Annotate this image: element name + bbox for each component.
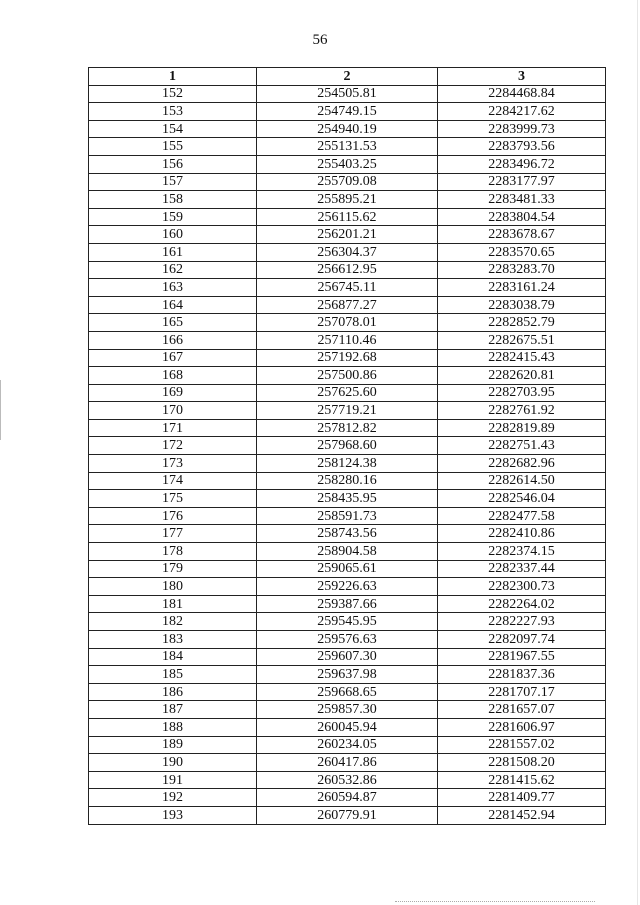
table-row: [89, 402, 606, 420]
y-coordinate-cell: 2283283.70: [438, 261, 606, 279]
table-row: [89, 718, 606, 736]
y-coordinate-cell: 2282761.92: [438, 402, 606, 420]
x-coordinate-cell: 260417.86: [257, 754, 438, 772]
table-row: [89, 490, 606, 508]
point-number-cell: 165: [89, 314, 257, 332]
point-number-cell: 180: [89, 578, 257, 596]
table-body: [89, 85, 606, 824]
point-number-cell: 164: [89, 296, 257, 314]
point-number-cell: 168: [89, 367, 257, 385]
table-row: [89, 455, 606, 473]
table-row: [89, 120, 606, 138]
column-header-2: 2: [257, 68, 438, 86]
x-coordinate-cell: 259226.63: [257, 578, 438, 596]
table-row: [89, 419, 606, 437]
table-row: [89, 138, 606, 156]
y-coordinate-cell: 2283999.73: [438, 120, 606, 138]
x-coordinate-cell: 257110.46: [257, 331, 438, 349]
y-coordinate-cell: 2283678.67: [438, 226, 606, 244]
point-number-cell: 177: [89, 525, 257, 543]
y-coordinate-cell: 2281837.36: [438, 666, 606, 684]
point-number-cell: 154: [89, 120, 257, 138]
table-row: [89, 578, 606, 596]
table-row: [89, 648, 606, 666]
table-row: [89, 806, 606, 824]
point-number-cell: 175: [89, 490, 257, 508]
y-coordinate-cell: 2282546.04: [438, 490, 606, 508]
x-coordinate-cell: 257625.60: [257, 384, 438, 402]
point-number-cell: 189: [89, 736, 257, 754]
x-coordinate-cell: 260532.86: [257, 771, 438, 789]
x-coordinate-cell: 258904.58: [257, 543, 438, 561]
point-number-cell: 173: [89, 455, 257, 473]
table-row: [89, 754, 606, 772]
x-coordinate-cell: 257719.21: [257, 402, 438, 420]
x-coordinate-cell: 259387.66: [257, 595, 438, 613]
y-coordinate-cell: 2281707.17: [438, 683, 606, 701]
table-row: [89, 314, 606, 332]
point-number-cell: 152: [89, 85, 257, 103]
point-number-cell: 187: [89, 701, 257, 719]
point-number-cell: 171: [89, 419, 257, 437]
table-row: [89, 173, 606, 191]
x-coordinate-cell: 260045.94: [257, 718, 438, 736]
y-coordinate-cell: 2282703.95: [438, 384, 606, 402]
x-coordinate-cell: 259545.95: [257, 613, 438, 631]
y-coordinate-cell: 2282415.43: [438, 349, 606, 367]
table-row: [89, 349, 606, 367]
table-row: [89, 525, 606, 543]
point-number-cell: 167: [89, 349, 257, 367]
point-number-cell: 181: [89, 595, 257, 613]
x-coordinate-cell: 260234.05: [257, 736, 438, 754]
x-coordinate-cell: 259065.61: [257, 560, 438, 578]
x-coordinate-cell: 256115.62: [257, 208, 438, 226]
x-coordinate-cell: 255403.25: [257, 155, 438, 173]
x-coordinate-cell: 255131.53: [257, 138, 438, 156]
table-row: [89, 103, 606, 121]
y-coordinate-cell: 2283177.97: [438, 173, 606, 191]
point-number-cell: 191: [89, 771, 257, 789]
y-coordinate-cell: 2283804.54: [438, 208, 606, 226]
table-row: [89, 279, 606, 297]
point-number-cell: 178: [89, 543, 257, 561]
y-coordinate-cell: 2283481.33: [438, 191, 606, 209]
x-coordinate-cell: 256201.21: [257, 226, 438, 244]
table-row: [89, 384, 606, 402]
x-coordinate-cell: 258743.56: [257, 525, 438, 543]
y-coordinate-cell: 2282337.44: [438, 560, 606, 578]
x-coordinate-cell: 256877.27: [257, 296, 438, 314]
x-coordinate-cell: 256304.37: [257, 243, 438, 261]
point-number-cell: 192: [89, 789, 257, 807]
point-number-cell: 188: [89, 718, 257, 736]
table-row: [89, 191, 606, 209]
point-number-cell: 190: [89, 754, 257, 772]
table-row: [89, 507, 606, 525]
x-coordinate-cell: 255895.21: [257, 191, 438, 209]
coordinates-table: [88, 67, 606, 825]
x-coordinate-cell: 258280.16: [257, 472, 438, 490]
y-coordinate-cell: 2282264.02: [438, 595, 606, 613]
y-coordinate-cell: 2283570.65: [438, 243, 606, 261]
x-coordinate-cell: 254940.19: [257, 120, 438, 138]
x-coordinate-cell: 259576.63: [257, 631, 438, 649]
table-row: [89, 155, 606, 173]
point-number-cell: 185: [89, 666, 257, 684]
y-coordinate-cell: 2282675.51: [438, 331, 606, 349]
y-coordinate-cell: 2284468.84: [438, 85, 606, 103]
x-coordinate-cell: 259668.65: [257, 683, 438, 701]
table-row: [89, 789, 606, 807]
x-coordinate-cell: 258435.95: [257, 490, 438, 508]
x-coordinate-cell: 259857.30: [257, 701, 438, 719]
y-coordinate-cell: 2282227.93: [438, 613, 606, 631]
point-number-cell: 157: [89, 173, 257, 191]
scan-edge-shadow: [637, 0, 638, 905]
point-number-cell: 155: [89, 138, 257, 156]
x-coordinate-cell: 254749.15: [257, 103, 438, 121]
y-coordinate-cell: 2282682.96: [438, 455, 606, 473]
table-row: [89, 331, 606, 349]
table-row: [89, 631, 606, 649]
x-coordinate-cell: 257968.60: [257, 437, 438, 455]
point-number-cell: 153: [89, 103, 257, 121]
y-coordinate-cell: 2282097.74: [438, 631, 606, 649]
y-coordinate-cell: 2284217.62: [438, 103, 606, 121]
table-row: [89, 243, 606, 261]
table-row: [89, 85, 606, 103]
table-row: [89, 683, 606, 701]
y-coordinate-cell: 2283038.79: [438, 296, 606, 314]
y-coordinate-cell: 2281606.97: [438, 718, 606, 736]
point-number-cell: 172: [89, 437, 257, 455]
x-coordinate-cell: 257500.86: [257, 367, 438, 385]
point-number-cell: 176: [89, 507, 257, 525]
point-number-cell: 158: [89, 191, 257, 209]
x-coordinate-cell: 259607.30: [257, 648, 438, 666]
scan-edge-mark: [0, 380, 1, 440]
table-row: [89, 613, 606, 631]
x-coordinate-cell: 257192.68: [257, 349, 438, 367]
y-coordinate-cell: 2283161.24: [438, 279, 606, 297]
table-row: [89, 736, 606, 754]
header-row: [89, 68, 606, 86]
column-header-3: 3: [438, 68, 606, 86]
y-coordinate-cell: 2282751.43: [438, 437, 606, 455]
x-coordinate-cell: 256612.95: [257, 261, 438, 279]
point-number-cell: 183: [89, 631, 257, 649]
x-coordinate-cell: 258591.73: [257, 507, 438, 525]
y-coordinate-cell: 2282477.58: [438, 507, 606, 525]
table-row: [89, 437, 606, 455]
point-number-cell: 179: [89, 560, 257, 578]
point-number-cell: 161: [89, 243, 257, 261]
x-coordinate-cell: 255709.08: [257, 173, 438, 191]
table-row: [89, 296, 606, 314]
x-coordinate-cell: 257812.82: [257, 419, 438, 437]
y-coordinate-cell: 2281508.20: [438, 754, 606, 772]
point-number-cell: 163: [89, 279, 257, 297]
table-header: [89, 68, 606, 86]
table-row: [89, 560, 606, 578]
y-coordinate-cell: 2282300.73: [438, 578, 606, 596]
y-coordinate-cell: 2281557.02: [438, 736, 606, 754]
table-row: [89, 543, 606, 561]
y-coordinate-cell: 2282852.79: [438, 314, 606, 332]
point-number-cell: 170: [89, 402, 257, 420]
table-row: [89, 595, 606, 613]
table-row: [89, 666, 606, 684]
y-coordinate-cell: 2282410.86: [438, 525, 606, 543]
point-number-cell: 159: [89, 208, 257, 226]
y-coordinate-cell: 2281409.77: [438, 789, 606, 807]
table-row: [89, 261, 606, 279]
point-number-cell: 174: [89, 472, 257, 490]
column-header-1: 1: [89, 68, 257, 86]
point-number-cell: 184: [89, 648, 257, 666]
y-coordinate-cell: 2282819.89: [438, 419, 606, 437]
x-coordinate-cell: 256745.11: [257, 279, 438, 297]
y-coordinate-cell: 2282614.50: [438, 472, 606, 490]
table-row: [89, 208, 606, 226]
table-row: [89, 472, 606, 490]
table-row: [89, 771, 606, 789]
y-coordinate-cell: 2281452.94: [438, 806, 606, 824]
point-number-cell: 169: [89, 384, 257, 402]
y-coordinate-cell: 2282374.15: [438, 543, 606, 561]
scan-bottom-dots: [395, 901, 595, 903]
y-coordinate-cell: 2282620.81: [438, 367, 606, 385]
point-number-cell: 186: [89, 683, 257, 701]
y-coordinate-cell: 2281657.07: [438, 701, 606, 719]
point-number-cell: 166: [89, 331, 257, 349]
y-coordinate-cell: 2283496.72: [438, 155, 606, 173]
y-coordinate-cell: 2281415.62: [438, 771, 606, 789]
point-number-cell: 162: [89, 261, 257, 279]
x-coordinate-cell: 260594.87: [257, 789, 438, 807]
point-number-cell: 182: [89, 613, 257, 631]
x-coordinate-cell: 257078.01: [257, 314, 438, 332]
y-coordinate-cell: 2283793.56: [438, 138, 606, 156]
point-number-cell: 160: [89, 226, 257, 244]
x-coordinate-cell: 260779.91: [257, 806, 438, 824]
page-number: 56: [312, 32, 328, 48]
y-coordinate-cell: 2281967.55: [438, 648, 606, 666]
table-row: [89, 701, 606, 719]
x-coordinate-cell: 254505.81: [257, 85, 438, 103]
x-coordinate-cell: 259637.98: [257, 666, 438, 684]
table-row: [89, 226, 606, 244]
point-number-cell: 156: [89, 155, 257, 173]
table-row: [89, 367, 606, 385]
point-number-cell: 193: [89, 806, 257, 824]
x-coordinate-cell: 258124.38: [257, 455, 438, 473]
